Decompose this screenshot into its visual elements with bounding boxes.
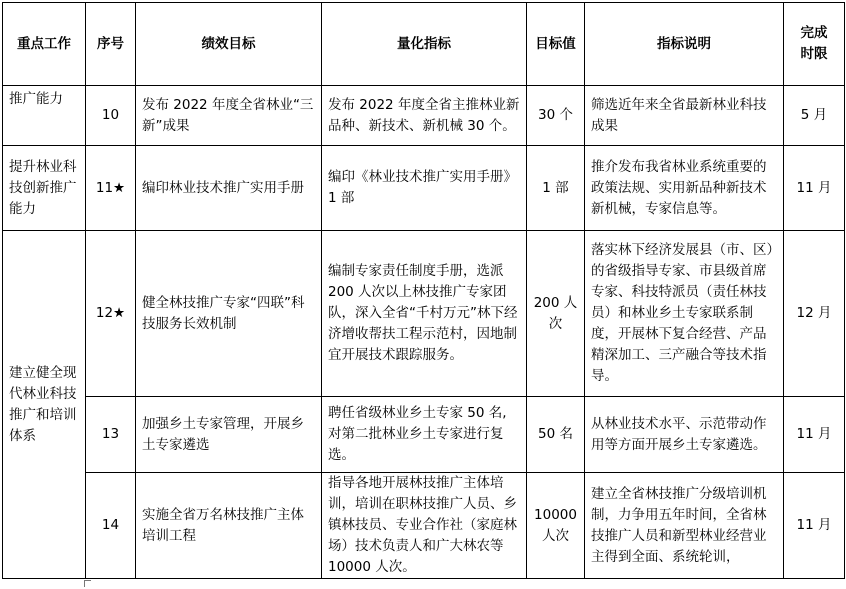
work-cell-tail <box>3 86 86 146</box>
table-row <box>3 231 845 397</box>
row-target: 30 个 <box>527 86 585 146</box>
header-desc: 指标说明 <box>585 3 784 86</box>
table-row <box>3 473 845 579</box>
table-row <box>3 397 845 473</box>
row-no: 11★ <box>86 146 136 231</box>
row-goal: 加强乡土专家管理，开展乡土专家遴选 <box>136 397 322 473</box>
row-desc: 筛选近年来全省最新林业科技成果 <box>585 86 784 146</box>
row-no: 13 <box>86 397 136 473</box>
row-indicator: 聘任省级林业乡土专家 50 名,对第二批林业乡土专家进行复选。 <box>322 397 527 473</box>
row-deadline: 5 月 <box>784 86 845 146</box>
row-no: 10 <box>86 86 136 146</box>
header-target: 目标值 <box>527 3 585 86</box>
row-desc: 落实林下经济发展县（市、区）的省级指导专家、市县级首席专家、科技特派员（责任林技员）和林业乡土专家联系制度，开展林下复合经营、产品精深加工、三产融合等技术指导。 <box>585 231 784 397</box>
row-deadline: 11 月 <box>784 473 845 579</box>
row-goal: 编印林业技术推广实用手册 <box>136 146 322 231</box>
work-cell: 建立健全现代林业科技推广和培训体系 <box>3 231 86 579</box>
table-row <box>3 146 845 231</box>
work-cell: 提升林业科技创新推广能力 <box>3 146 86 231</box>
row-goal: 发布 2022 年度全省林业“三新”成果 <box>136 86 322 146</box>
header-deadline-line2: 时限 <box>800 46 828 62</box>
row-deadline: 11 月 <box>784 397 845 473</box>
row-desc: 从林业技术水平、示范带动作用等方面开展乡土专家遴选。 <box>585 397 784 473</box>
row-no: 14 <box>86 473 136 579</box>
header-row <box>3 3 845 86</box>
table-row <box>3 86 845 146</box>
row-indicator: 编印《林业技术推广实用手册》1 部 <box>322 146 527 231</box>
row-indicator: 指导各地开展林技推广主体培训，培训在职林技推广人员、乡镇林技员、专业合作社（家庭林场）技术负责人和广大林农等 10000 人次。 <box>322 473 527 579</box>
row-target: 200 人次 <box>527 231 585 397</box>
header-deadline <box>784 3 845 86</box>
header-goal: 绩效目标 <box>136 3 322 86</box>
header-no: 序号 <box>86 3 136 86</box>
row-target: 50 名 <box>527 397 585 473</box>
row-indicator: 发布 2022 年度全省主推林业新品种、新技术、新机械 30 个。 <box>322 86 527 146</box>
header-work: 重点工作 <box>3 3 86 86</box>
performance-table <box>2 2 845 579</box>
row-desc: 推介发布我省林业系统重要的政策法规、实用新品种新技术新机械，专家信息等。 <box>585 146 784 231</box>
row-goal: 实施全省万名林技推广主体培训工程 <box>136 473 322 579</box>
row-target: 1 部 <box>527 146 585 231</box>
row-no: 12★ <box>86 231 136 397</box>
row-deadline: 11 月 <box>784 146 845 231</box>
row-target: 10000 人次 <box>527 473 585 579</box>
header-deadline-line1: 完成 <box>800 25 828 41</box>
paragraph-corner-mark <box>84 580 91 587</box>
row-desc: 建立全省林技推广分级培训机制，力争用五年时间，全省林技推广人员和新型林业经营业主得到全面、系统轮训， <box>585 473 784 579</box>
work-label: 推广能力 <box>9 91 63 107</box>
row-goal: 健全林技推广专家“四联”科技服务长效机制 <box>136 231 322 397</box>
header-indicator: 量化指标 <box>322 3 527 86</box>
row-indicator: 编制专家责任制度手册，选派 200 人次以上林技推广专家团队，深入全省“千村万元”林下经济增收帮扶工程示范村，因地制宜开展技术跟踪服务。 <box>322 231 527 397</box>
row-deadline: 12 月 <box>784 231 845 397</box>
